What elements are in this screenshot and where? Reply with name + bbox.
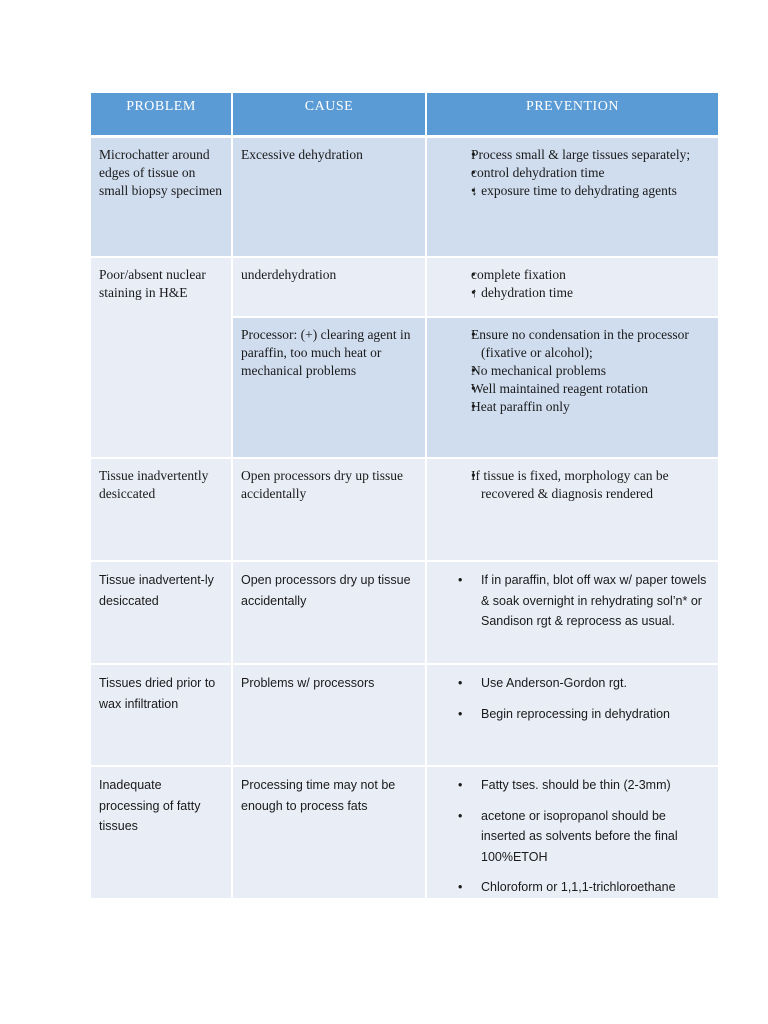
problem-cell: Inadequate processing of fatty tissues [91, 767, 233, 900]
table-row [91, 767, 718, 900]
header-prevention: PREVENTION [427, 93, 718, 138]
table-row [91, 258, 718, 318]
list-item: • control dehydration time [435, 164, 710, 182]
prevention-list [435, 775, 710, 898]
table-row [91, 459, 718, 562]
prevention-list [435, 146, 710, 200]
table-row [91, 562, 718, 665]
prevention-cell [427, 767, 718, 900]
cause-cell: Excessive dehydration [233, 138, 427, 258]
prevention-list [435, 266, 710, 302]
cause-cell: Open processors dry up tissue accidentally [233, 459, 427, 562]
problem-cell: Poor/absent nuclear staining in H&E [91, 258, 233, 459]
list-item: • acetone or isopropanol should be inserted as solvents before the final 100%ETOH [435, 806, 710, 868]
list-item: • Well maintained reagent rotation [435, 380, 710, 398]
list-item: • ↓ exposure time to dehydrating agents [435, 182, 710, 200]
list-item: • No mechanical problems [435, 362, 710, 380]
prevention-cell [427, 258, 718, 318]
list-item: • Heat paraffin only [435, 398, 710, 416]
problem-cell: Tissue inadvertently desiccated [91, 459, 233, 562]
prevention-list [435, 326, 710, 416]
cause-cell: Open processors dry up tissue accidentally [233, 562, 427, 665]
prevention-cell [427, 138, 718, 258]
cause-cell: Processor: (+) clearing agent in paraffin, too much heat or mechanical problems [233, 318, 427, 459]
table-row [91, 665, 718, 767]
header-problem: PROBLEM [91, 93, 233, 138]
prevention-list [435, 673, 710, 724]
problem-cause-prevention-table [91, 93, 718, 900]
cause-cell: Problems w/ processors [233, 665, 427, 767]
prevention-list [435, 570, 710, 632]
list-item: • Begin reprocessing in dehydration [435, 704, 710, 725]
list-item: • ↑ dehydration time [435, 284, 710, 302]
problem-cell: Tissues dried prior to wax infiltration [91, 665, 233, 767]
prevention-list [435, 467, 710, 503]
list-item: • Fatty tses. should be thin (2-3mm) [435, 775, 710, 796]
prevention-cell [427, 318, 718, 459]
prevention-cell [427, 665, 718, 767]
prevention-cell [427, 459, 718, 562]
problem-cell: Microchatter around edges of tissue on small biopsy specimen [91, 138, 233, 258]
cause-cell: Processing time may not be enough to process fats [233, 767, 427, 900]
list-item: • Chloroform or 1,1,1-trichloroethane [435, 877, 710, 898]
list-item: • Use Anderson-Gordon rgt. [435, 673, 710, 694]
list-item: • Process small & large tissues separately; [435, 146, 710, 164]
cause-cell: underdehydration [233, 258, 427, 318]
list-item: • Ensure no condensation in the processor (fixative or alcohol); [435, 326, 710, 362]
problem-cell: Tissue inadvertent-ly desiccated [91, 562, 233, 665]
header-cause: CAUSE [233, 93, 427, 138]
table-row [91, 138, 718, 258]
header-row [91, 93, 718, 138]
list-item: • If in paraffin, blot off wax w/ paper towels & soak overnight in rehydrating sol’n* or Sandison rgt & reprocess as usual. [435, 570, 710, 632]
list-item: • complete fixation [435, 266, 710, 284]
list-item: • If tissue is fixed, morphology can be recovered & diagnosis rendered [435, 467, 710, 503]
prevention-cell [427, 562, 718, 665]
